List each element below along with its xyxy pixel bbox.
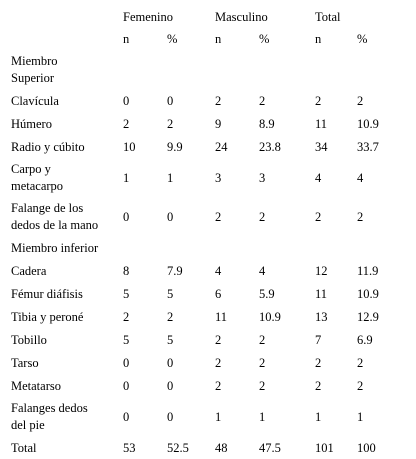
cell-total-n: 1 xyxy=(315,409,322,424)
cell-total-n: 13 xyxy=(315,309,328,324)
corner-cell xyxy=(8,6,120,28)
cell-total-n: 4 xyxy=(315,170,322,185)
row-label xyxy=(8,282,120,305)
row-label xyxy=(8,436,120,459)
row-label-line: Falange de los xyxy=(11,200,84,215)
row-label xyxy=(8,397,120,436)
table-row xyxy=(8,351,408,374)
row-label-line: metacarpo xyxy=(11,178,64,193)
cell-total-n: 2 xyxy=(315,93,322,108)
cell-femenino-percent: 0 xyxy=(167,409,174,424)
section-row xyxy=(8,236,408,259)
row-label-line: Húmero xyxy=(11,116,52,131)
cell-femenino-percent: 5 xyxy=(167,286,174,301)
table-row xyxy=(8,397,408,436)
cell-femenino-percent: 0 xyxy=(167,378,174,393)
cell-femenino-percent: 52.5 xyxy=(167,440,189,455)
cell-femenino-percent: 2 xyxy=(167,116,174,131)
cell-femenino-n: 5 xyxy=(123,286,130,301)
cell-femenino-n: 2 xyxy=(123,116,130,131)
cell-masculino-n: 2 xyxy=(215,332,222,347)
row-label xyxy=(8,158,120,197)
subheader-n: n xyxy=(123,32,130,46)
table-row xyxy=(8,158,408,197)
cell-femenino-percent: 5 xyxy=(167,332,174,347)
cell-masculino-percent: 2 xyxy=(259,355,266,370)
subheader-row xyxy=(8,28,408,50)
subheader-n: n xyxy=(315,32,322,46)
row-label xyxy=(8,351,120,374)
cell-total-percent: 2 xyxy=(357,93,364,108)
cell-total-percent: 33.7 xyxy=(357,139,379,154)
row-label-line: Total xyxy=(11,440,37,455)
cell-total-percent: 10.9 xyxy=(357,116,379,131)
cell-masculino-percent: 10.9 xyxy=(259,309,281,324)
cell-total-n: 7 xyxy=(315,332,322,347)
table-row xyxy=(8,305,408,328)
cell-total-n: 2 xyxy=(315,378,322,393)
cell-masculino-n: 9 xyxy=(215,116,222,131)
cell-masculino-percent: 3 xyxy=(259,170,266,185)
table-row xyxy=(8,259,408,282)
cell-total-percent: 11.9 xyxy=(357,263,379,278)
group-header-row xyxy=(8,6,408,28)
cell-total-percent xyxy=(354,50,408,89)
cell-masculino-n: 2 xyxy=(215,93,222,108)
cell-total-n: 2 xyxy=(315,209,322,224)
cell-masculino-n: 3 xyxy=(215,170,222,185)
cell-masculino-n: 2 xyxy=(215,209,222,224)
cell-total-n: 12 xyxy=(315,263,328,278)
cell-femenino-n: 53 xyxy=(123,440,136,455)
cell-masculino-n: 6 xyxy=(215,286,222,301)
table-row xyxy=(8,89,408,112)
cell-femenino-n: 0 xyxy=(123,355,130,370)
cell-femenino-percent: 9.9 xyxy=(167,139,183,154)
cell-masculino-n: 11 xyxy=(215,309,228,324)
cell-femenino-n xyxy=(120,50,164,89)
cell-femenino-percent: 0 xyxy=(167,93,174,108)
row-label-line: Cadera xyxy=(11,263,47,278)
table-row xyxy=(8,374,408,397)
cell-total-percent: 12.9 xyxy=(357,309,379,324)
cell-total-percent: 2 xyxy=(357,378,364,393)
row-label-line: Tobillo xyxy=(11,332,47,347)
table-row xyxy=(8,282,408,305)
cell-femenino-n: 2 xyxy=(123,309,130,324)
cell-femenino-n xyxy=(120,236,164,259)
row-label-line: dedos de la mano xyxy=(11,217,99,232)
cell-femenino-percent xyxy=(164,236,212,259)
cell-masculino-percent: 4 xyxy=(259,263,266,278)
cell-masculino-percent xyxy=(256,50,312,89)
cell-masculino-percent: 2 xyxy=(259,332,266,347)
subheader-percent: % xyxy=(167,32,178,46)
row-label-line: Metatarso xyxy=(11,378,61,393)
cell-masculino-n: 2 xyxy=(215,355,222,370)
cell-total-percent: 1 xyxy=(357,409,364,424)
cell-masculino-n: 48 xyxy=(215,440,228,455)
cell-masculino-n xyxy=(212,236,256,259)
cell-femenino-percent: 1 xyxy=(167,170,174,185)
cell-total-percent: 6.9 xyxy=(357,332,373,347)
cell-total-percent: 10.9 xyxy=(357,286,379,301)
row-label xyxy=(8,112,120,135)
cell-femenino-n: 0 xyxy=(123,378,130,393)
row-label-line: Carpo y xyxy=(11,161,51,176)
cell-femenino-n: 0 xyxy=(123,409,130,424)
cell-total-percent xyxy=(354,236,408,259)
cell-masculino-percent: 47.5 xyxy=(259,440,281,455)
cell-femenino-n: 0 xyxy=(123,93,130,108)
cell-total-n: 34 xyxy=(315,139,328,154)
row-label-line: Radio y cúbito xyxy=(11,139,85,154)
row-label-line: Fémur diáfisis xyxy=(11,286,83,301)
cell-total-n: 2 xyxy=(315,355,322,370)
cell-total-percent: 100 xyxy=(357,440,376,455)
cell-total-n: 11 xyxy=(315,286,328,301)
subheader-percent: % xyxy=(259,32,270,46)
cell-masculino-n xyxy=(212,50,256,89)
cell-femenino-n: 1 xyxy=(123,170,130,185)
cell-femenino-n: 10 xyxy=(123,139,136,154)
cell-femenino-n: 5 xyxy=(123,332,130,347)
cell-masculino-percent: 5.9 xyxy=(259,286,275,301)
row-label-line: Miembro inferior xyxy=(11,240,99,255)
fracture-distribution-table xyxy=(8,6,408,459)
row-label-line: Tibia y peroné xyxy=(11,309,84,324)
cell-femenino-n: 8 xyxy=(123,263,130,278)
cell-total-percent: 4 xyxy=(357,170,364,185)
table-row xyxy=(8,436,408,459)
row-label-line: Falanges dedos xyxy=(11,400,88,415)
row-label xyxy=(8,89,120,112)
cell-femenino-percent: 0 xyxy=(167,209,174,224)
cell-masculino-n: 2 xyxy=(215,378,222,393)
group-header-masculino: Masculino xyxy=(215,10,268,24)
row-label-line: Miembro xyxy=(11,53,58,68)
row-label xyxy=(8,197,120,236)
row-label-line: Superior xyxy=(11,70,55,85)
cell-total-n: 11 xyxy=(315,116,328,131)
cell-masculino-percent xyxy=(256,236,312,259)
row-label xyxy=(8,374,120,397)
table-row xyxy=(8,112,408,135)
cell-masculino-percent: 2 xyxy=(259,93,266,108)
cell-total-n xyxy=(312,50,354,89)
cell-femenino-n: 0 xyxy=(123,209,130,224)
row-label xyxy=(8,135,120,158)
cell-femenino-percent: 0 xyxy=(167,355,174,370)
cell-total-percent: 2 xyxy=(357,355,364,370)
row-label xyxy=(8,328,120,351)
cell-total-percent: 2 xyxy=(357,209,364,224)
cell-masculino-percent: 2 xyxy=(259,209,266,224)
table-row xyxy=(8,135,408,158)
row-label-line: Clavícula xyxy=(11,93,59,108)
table-body xyxy=(8,50,408,459)
cell-masculino-n: 1 xyxy=(215,409,222,424)
cell-masculino-n: 24 xyxy=(215,139,228,154)
subheader-percent: % xyxy=(357,32,368,46)
row-label xyxy=(8,259,120,282)
section-row xyxy=(8,50,408,89)
cell-femenino-percent: 2 xyxy=(167,309,174,324)
corner-cell xyxy=(8,28,120,50)
row-label xyxy=(8,305,120,328)
cell-femenino-percent: 7.9 xyxy=(167,263,183,278)
cell-masculino-percent: 23.8 xyxy=(259,139,281,154)
group-header-femenino: Femenino xyxy=(123,10,173,24)
subheader-n: n xyxy=(215,32,222,46)
cell-masculino-percent: 2 xyxy=(259,378,266,393)
cell-total-n: 101 xyxy=(315,440,334,455)
group-header-total: Total xyxy=(315,10,341,24)
section-label xyxy=(8,236,120,259)
table-row xyxy=(8,328,408,351)
cell-masculino-n: 4 xyxy=(215,263,222,278)
section-label xyxy=(8,50,120,89)
cell-femenino-percent xyxy=(164,50,212,89)
cell-masculino-percent: 1 xyxy=(259,409,266,424)
table-row xyxy=(8,197,408,236)
cell-total-n xyxy=(312,236,354,259)
cell-masculino-percent: 8.9 xyxy=(259,116,275,131)
row-label-line: Tarso xyxy=(11,355,39,370)
row-label-line: del pie xyxy=(11,417,45,432)
